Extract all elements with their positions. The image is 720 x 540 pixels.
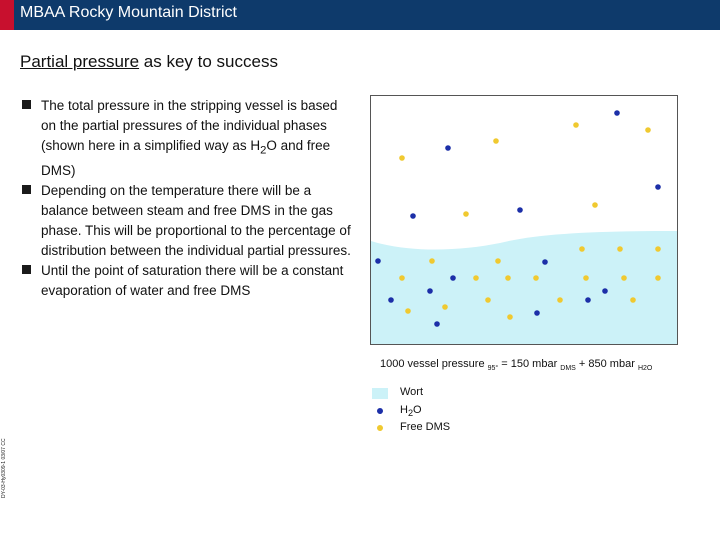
- legend-label: [400, 404, 422, 418]
- dms-molecule: [493, 138, 499, 144]
- dms-molecule: [429, 258, 435, 264]
- slide-title-rest: as key to success: [139, 52, 278, 71]
- bullet-subscript: 2: [260, 144, 267, 157]
- dms-molecule: [557, 297, 563, 303]
- h2o-molecule: [517, 207, 523, 213]
- bullet-item: [22, 261, 352, 301]
- bullet-item: [22, 181, 352, 261]
- dms-molecule: [533, 275, 539, 281]
- header-bar: [0, 0, 720, 30]
- bullet-square-icon: [22, 265, 31, 274]
- bullet-text: Depending on the temperature there will be a balance between steam and free DMS in the gas phase. This will be proportional to the percentage of distribution between the individual partial pressures.: [41, 182, 351, 258]
- bullet-list: [22, 96, 352, 301]
- h2o-molecule: [450, 275, 456, 281]
- h2o-molecule: [614, 110, 620, 116]
- dms-molecule: [630, 297, 636, 303]
- h2o-dot-icon: [377, 408, 383, 414]
- dms-molecule: [473, 275, 479, 281]
- vessel-diagram: [370, 95, 678, 345]
- bullet-item: [22, 96, 352, 181]
- header-accent: [0, 0, 14, 30]
- legend-h2o-sub: 2: [407, 407, 414, 418]
- header-title: MBAA Rocky Mountain District: [20, 4, 237, 21]
- legend-item-wort: [372, 386, 502, 404]
- legend-label: Free DMS: [400, 421, 451, 433]
- dms-molecule: [655, 275, 661, 281]
- bullet-text: The total pressure in the stripping vessel is based on the partial pressures of the individual phases (shown here in a simplified way as H: [41, 98, 338, 153]
- h2o-molecule: [534, 310, 540, 316]
- bullet-text-tail: O and free DMS): [41, 138, 331, 178]
- h2o-molecule: [602, 288, 608, 294]
- dms-molecule: [505, 275, 511, 281]
- slide-title: [20, 52, 278, 72]
- h2o-molecule: [434, 321, 440, 327]
- pressure-caption: [380, 358, 652, 372]
- h2o-molecule: [410, 213, 416, 219]
- bullet-square-icon: [22, 185, 31, 194]
- h2o-molecule: [585, 297, 591, 303]
- h2o-molecule: [388, 297, 394, 303]
- dms-molecule: [621, 275, 627, 281]
- dms-molecule: [592, 202, 598, 208]
- legend-item-h2o: [372, 404, 502, 422]
- legend-item-dms: [372, 421, 502, 439]
- wort-swatch-icon: [372, 388, 388, 399]
- dms-molecule: [463, 211, 469, 217]
- legend-h2o-main: H: [400, 403, 408, 416]
- h2o-molecule: [427, 288, 433, 294]
- h2o-molecule: [542, 259, 548, 265]
- dms-molecule: [645, 127, 651, 133]
- wort-liquid: [371, 231, 677, 344]
- side-document-code: DY-03-Hy0309-1 03/07 CC: [1, 438, 7, 498]
- dms-molecule: [583, 275, 589, 281]
- h2o-molecule: [375, 258, 381, 264]
- dms-molecule: [485, 297, 491, 303]
- caption-sub-h2o: H2O: [637, 365, 653, 373]
- dms-molecule: [617, 246, 623, 252]
- dms-dot-icon: [377, 425, 383, 431]
- dms-molecule: [495, 258, 501, 264]
- bullet-text: Until the point of saturation there will be a constant evaporation of water and free DMS: [41, 262, 344, 298]
- dms-molecule: [655, 246, 661, 252]
- slide-title-underlined: Partial pressure: [20, 52, 140, 71]
- legend: [372, 386, 502, 439]
- dms-molecule: [579, 246, 585, 252]
- caption-text: = 150 mbar: [498, 358, 561, 370]
- caption-sub-dms: DMS: [560, 365, 576, 373]
- dms-molecule: [573, 122, 579, 128]
- caption-text: 1000 vessel pressure: [380, 358, 488, 370]
- h2o-molecule: [655, 184, 661, 190]
- caption-sub-temp: 95°: [487, 365, 499, 373]
- dms-molecule: [399, 275, 405, 281]
- dms-molecule: [507, 314, 513, 320]
- dms-molecule: [399, 155, 405, 161]
- dms-molecule: [405, 308, 411, 314]
- dms-molecule: [442, 304, 448, 310]
- bullet-square-icon: [22, 100, 31, 109]
- legend-label: Wort: [400, 386, 424, 398]
- caption-text: + 850 mbar: [575, 358, 638, 370]
- legend-h2o-tail: O: [413, 403, 422, 416]
- h2o-molecule: [445, 145, 451, 151]
